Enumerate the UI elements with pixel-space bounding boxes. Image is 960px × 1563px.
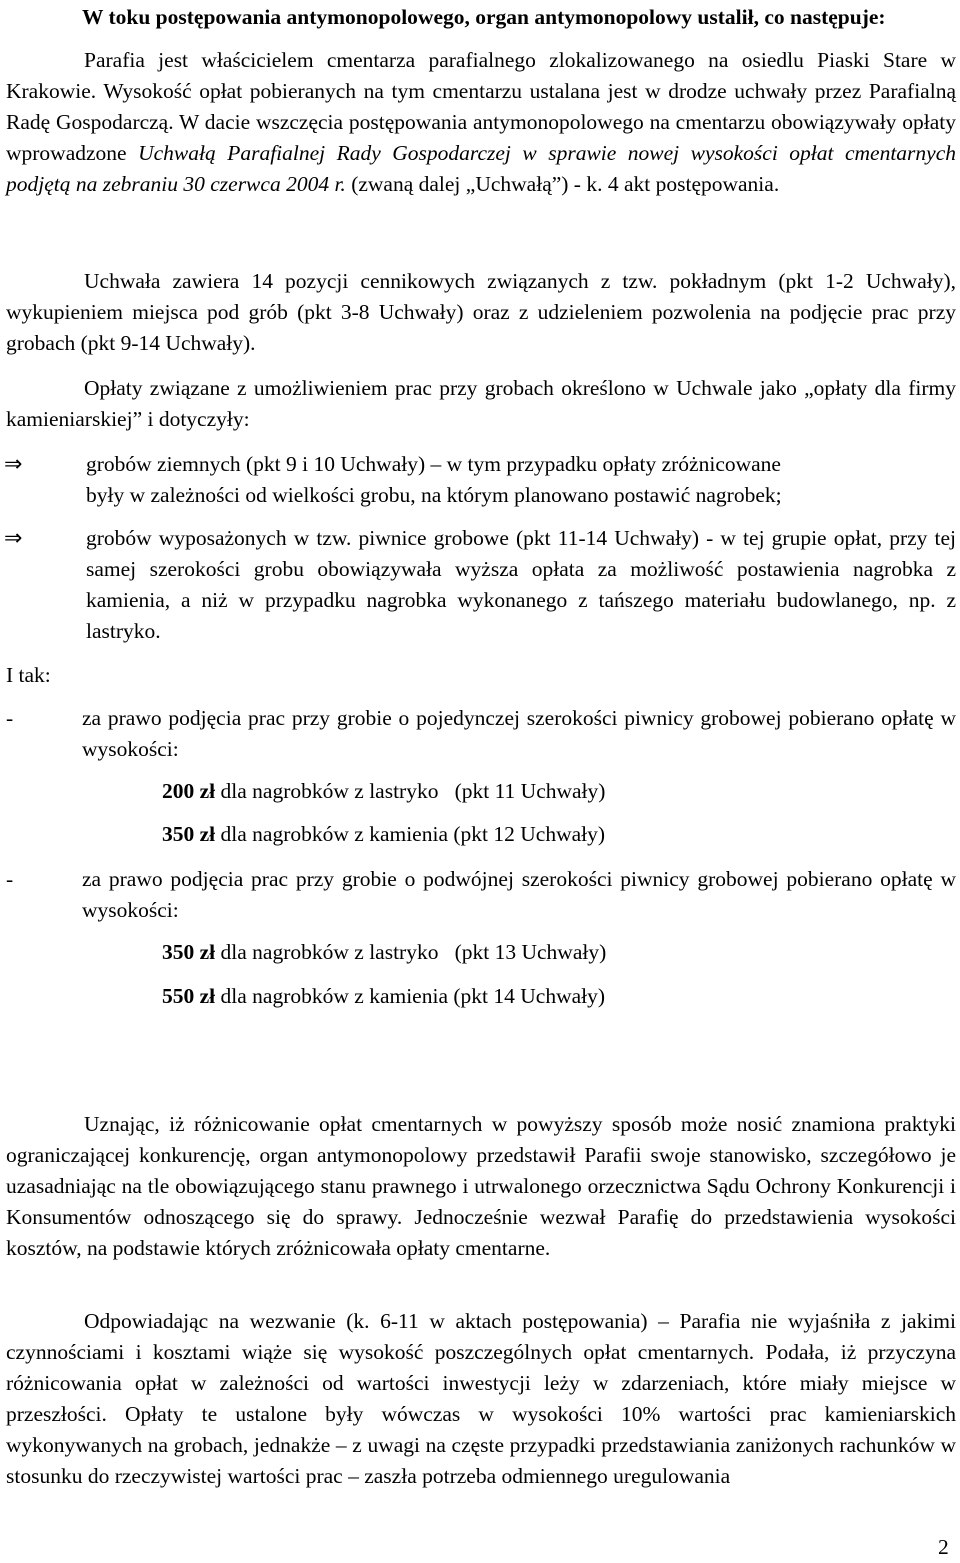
fee-line (162, 981, 605, 1012)
double-arrow-icon: ⇒ (4, 452, 23, 477)
paragraph-text: (zwaną dalej „Uchwałą”) - k. 4 akt postępowania. (345, 172, 780, 196)
itak-label: I tak: (6, 663, 51, 687)
dash-item-single-width: za prawo podjęcia prac przy grobie o pojedynczej szerokości piwnicy grobowej pobierano opłatę w wysokości: (82, 706, 956, 761)
bullet-crypt-graves: grobów wyposażonych w tzw. piwnice grobowe (pkt 11-14 Uchwały) - w tej grupie opłat, przy tej samej szerokości grobu obowiązywała wyższa opłata za możliwość postawienia nagrobka z kamienia, a niż w przypadku nagrobka wykonanego z tańszego materiału budowlanego, np. z lastryko. (86, 526, 956, 643)
double-arrow-icon: ⇒ (4, 526, 23, 551)
paragraph-fees-description: Opłaty związane z umożliwieniem prac przy grobach określono w Uchwale jako „opłaty dla firmy kamieniarskiej” i dotyczyły: (6, 376, 956, 431)
fee-line (162, 819, 605, 850)
fee-description: dla nagrobków z kamienia (pkt 14 Uchwały) (215, 984, 606, 1008)
paragraph-parish-ownership (6, 45, 956, 200)
fee-amount: 200 zł (162, 779, 216, 803)
dash-marker: - (6, 867, 14, 891)
bullet-earth-graves (86, 449, 956, 511)
fee-description: dla nagrobków z lastryko (pkt 11 Uchwały) (215, 779, 606, 803)
section-heading: W toku postępowania antymonopolowego, organ antymonopolowy ustalił, co następuje: (82, 5, 886, 29)
paragraph-authority-position: Uznając, iż różnicowanie opłat cmentarnych w powyższy sposób może nosić znamiona praktyki ograniczającej konkurencję, organ antymonopolowy przedstawił Parafii swoje stanowisko, szczegółowo je uzasadniając na tle obowiązującego stanu prawnego i utrwalonego orzecznictwa Sądu Ochrony Konkurencji i Konsumentów odnoszącego się do sprawy. Jednocześnie wezwał Parafię do przedstawienia wysokości kosztów, na podstawie których zróżnicowała opłaty cmentarne. (6, 1112, 956, 1260)
dash-marker: - (6, 706, 14, 730)
fee-amount: 550 zł (162, 984, 216, 1008)
fee-amount: 350 zł (162, 940, 216, 964)
dash-item-double-width: za prawo podjęcia prac przy grobie o podwójnej szerokości piwnicy grobowej pobierano opłatę w wysokości: (82, 867, 956, 922)
page-number: 2 (938, 1535, 949, 1559)
resolution-title: Uchwałą Parafialnej Rady Gospodarczej w sprawie nowej wysokości opłat cmentarnych podjętą na zebraniu 30 czerwca 2004 r. (6, 141, 956, 196)
bullet-line: grobów ziemnych (pkt 9 i 10 Uchwały) – w tym przypadku opłaty zróżnicowane (86, 452, 781, 476)
fee-line (162, 937, 606, 968)
paragraph-parish-response: Odpowiadając na wezwanie (k. 6-11 w aktach postępowania) – Parafia nie wyjaśniła z jakimi czynnościami i kosztami wiąże się wysokość poszczególnych opłat cmentarnych. Podała, iż przyczyna różnicowania opłat w zależności od wartości inwestycji leży w zdarzeniach, które miały miejsce w przeszłości. Opłaty te ustalone były wówczas w wysokości 10% wartości prac kamieniarskich wykonywanych na grobach, jednakże – z uwagi na częste przypadki przedstawiania zaniżonych rachunków w stosunku do rzeczywistej wartości prac – zaszła potrzeba odmiennego uregulowania (6, 1309, 956, 1488)
fee-amount: 350 zł (162, 822, 216, 846)
paragraph-text: Parafia jest właścicielem cmentarza parafialnego zlokalizowanego na osiedlu Piaski Stare w Krakowie. Wysokość opłat pobieranych na tym cmentarzu ustalana jest w drodze uchwały przez Parafialną Radę Gospodarczą. W dacie wszczęcia postępowania antymonopolowego na cmentarzu obowiązywały opłaty wprowadzone (6, 48, 956, 165)
bullet-line: były w zależności od wielkości grobu, na którym planowano postawić nagrobek; (86, 483, 782, 507)
paragraph-resolution-items: Uchwała zawiera 14 pozycji cennikowych związanych z tzw. pokładnym (pkt 1-2 Uchwały), wykupieniem miejsca pod grób (pkt 3-8 Uchwały) oraz z udzieleniem pozwolenia na podjęcie prac przy grobach (pkt 9-14 Uchwały). (6, 269, 956, 355)
fee-description: dla nagrobków z kamienia (pkt 12 Uchwały) (215, 822, 606, 846)
fee-line (162, 776, 605, 807)
fee-description: dla nagrobków z lastryko (pkt 13 Uchwały) (215, 940, 607, 964)
